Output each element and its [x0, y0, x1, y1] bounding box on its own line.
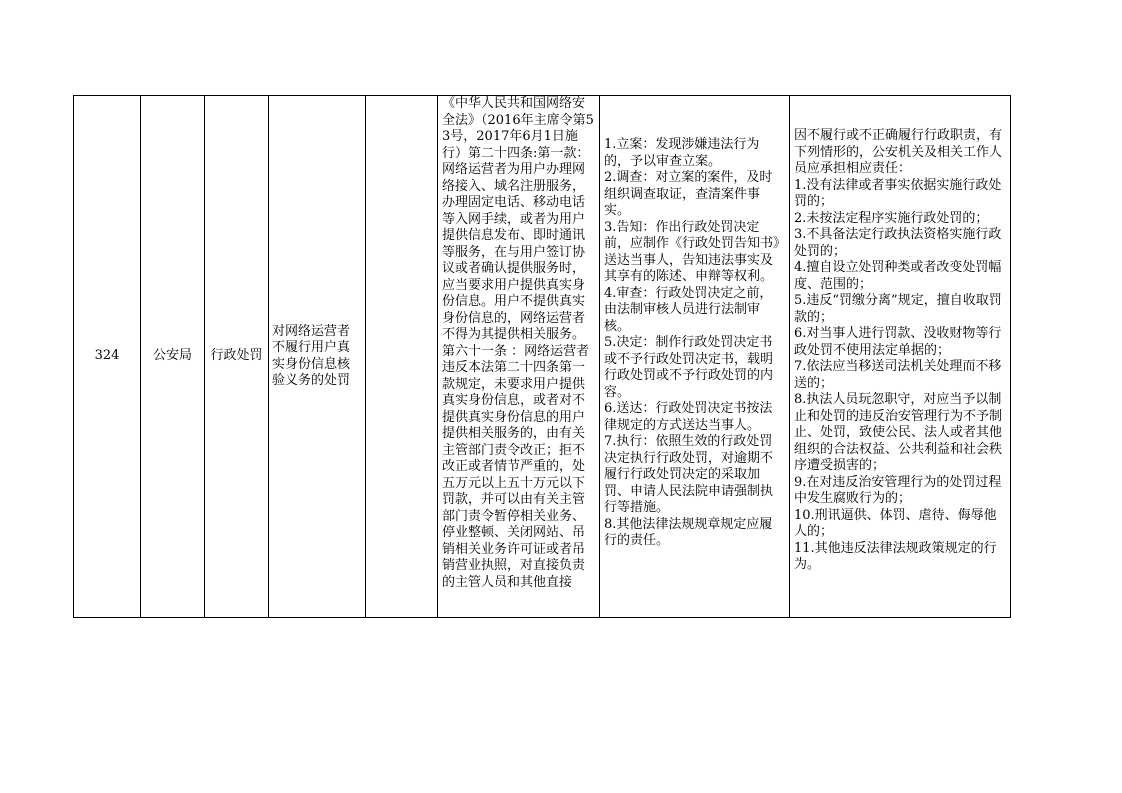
responsibility-cell	[790, 96, 1011, 618]
power-type-cell	[205, 96, 269, 618]
process-cell	[600, 96, 790, 618]
item-name-cell	[269, 96, 366, 618]
row-number: 324	[94, 348, 120, 364]
legal-basis-cell	[438, 96, 600, 618]
enforcement-process: 1.立案：发现涉嫌违法行为的，予以审查立案。 2.调查：对立案的案件，及时组织调查取证，查清案件事实。 3.告知：作出行政处罚决定前，应制作《行政处罚告知书》送达当事人，告知违法事实及其享有的陈述、申辩等权利。 4.审查：行政处罚决定之前，由法制审核人员进行法制审核。 5.决定：制作行政处罚决定书或不予行政处罚决定书，载明行政处罚或不予行政处罚的内容。 6.送达：行政处罚决定书按法律规定的方式送达当事人。 7.执行：依照生效的行政处罚决定执行行政处罚，对逾期不履行行政处罚决定的采取加罚、申请人民法院申请强制执行等措施。 8.其他法律法规规章规定应履行的责任。	[604, 137, 780, 548]
sub-item-cell	[366, 96, 438, 618]
power-type: 行政处罚	[210, 348, 263, 364]
power-list-table	[73, 95, 1011, 618]
department-cell	[141, 96, 205, 618]
legal-basis: 《中华人民共和国网络安全法》（2016年主席令第53号，2017年6月1日施行）第二十四条:第一款：网络运营者为用户办理网络接入、域名注册服务，办理固定电话、移动电话等入网手续，或者为用户提供信息发布、即时通讯等服务，在与用户签订协议或者确认提供服务时，应当要求用户提供真实身份信息。用户不提供真实身份信息的，网络运营者不得为其提供相关服务。 第六十一条 ：网络运营者违反本法第二十四条第一款规定，未要求用户提供真实身份信息，或者对不提供真实身份信息的用户提供相关服务的，由有关主管部门责令改正；拒不改正或者情节严重的，处五万元以上五十万元以下罚款，并可以由有关主管部门责令暂停相关业务、停业整顿、关闭网站、吊销相关业务许可证或者吊销营业执照，对直接负责的主管人员和其他直接	[442, 96, 594, 590]
liability-text: 因不履行或不正确履行行政职责，有下列情形的，公安机关及相关工作人员应承担相应责任： 1.没有法律或者事实依据实施行政处罚的； 2.未按法定程序实施行政处罚的； 3.不具备法定行政执法资格实施行政处罚的； 4.擅自设立处罚种类或者改变处罚幅度、范围的； 5.违反“罚缴分离”规定，擅自收取罚款的； 6.对当事人进行罚款、没收财物等行政处罚不使用法定单据的； 7.依法应当移送司法机关处理而不移送的； 8.执法人员玩忽职守，对应当予以制止和处罚的违反治安管理行为不予制止、处罚，致使公民、法人或者其他组织的合法权益、公共利益和社会秩序遭受损害的； 9.在对违反治安管理行为的处罚过程中发生腐败行为的； 10.刑讯逼供、体罚、虐待、侮辱他人的； 11.其他违反法律法规政策规定的行为。	[794, 128, 1003, 572]
department: 公安局	[152, 348, 192, 364]
table-row	[74, 96, 1011, 618]
item-name: 对网络运营者不履行用户真实身份信息核验义务的处罚	[272, 323, 351, 388]
row-number-cell	[74, 96, 141, 618]
